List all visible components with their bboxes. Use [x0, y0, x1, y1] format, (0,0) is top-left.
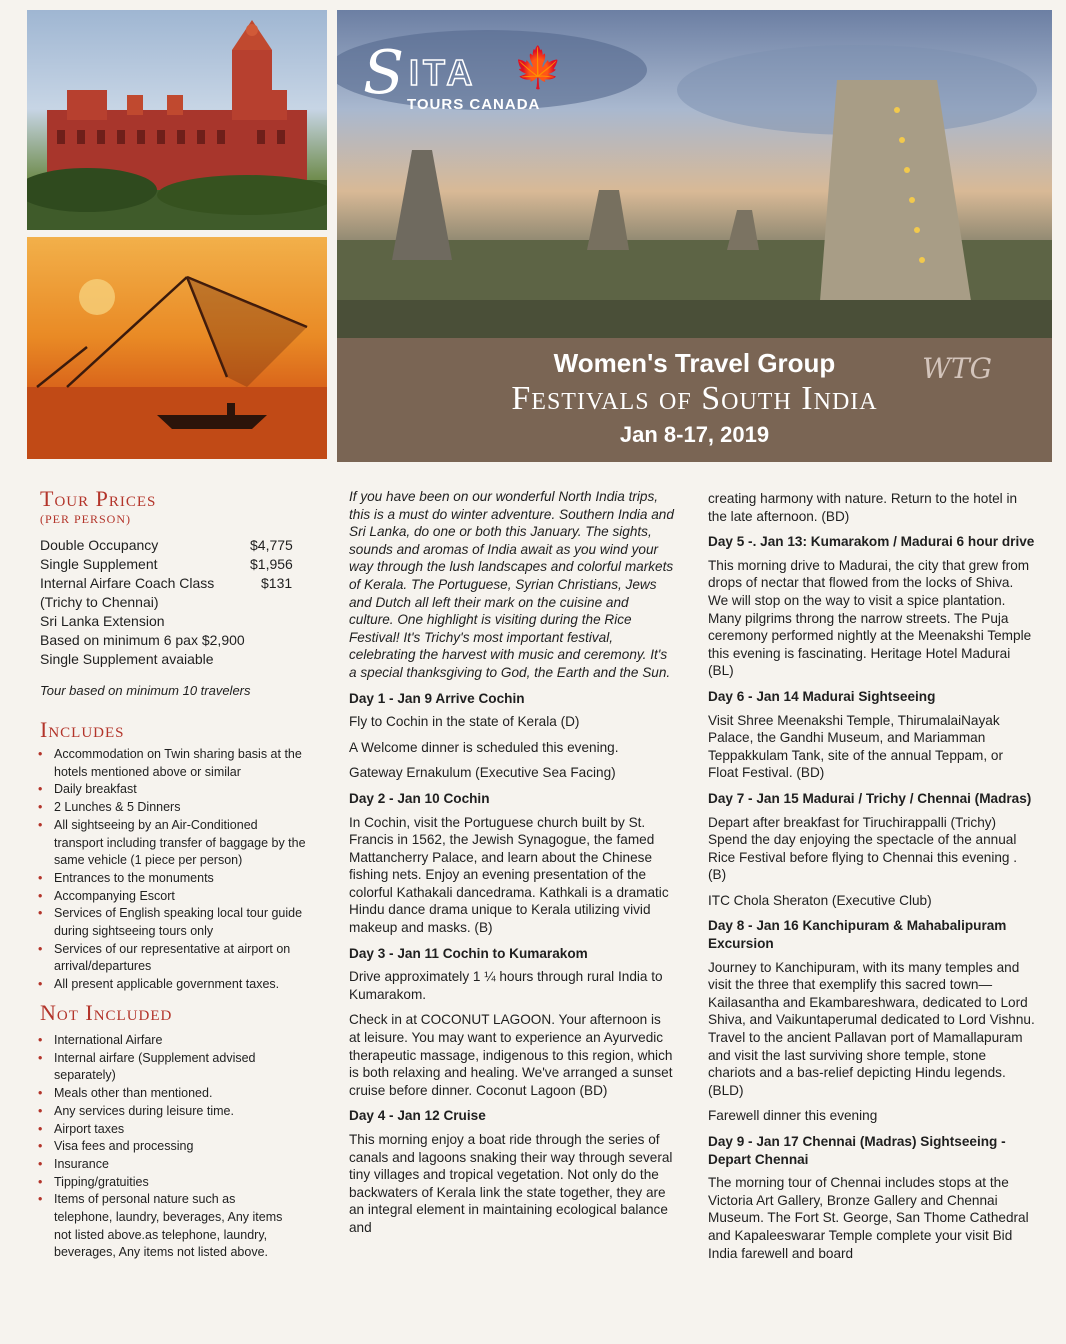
handwritten-note: WTG [922, 352, 992, 385]
list-item: • Entrances to the monuments [36, 870, 306, 888]
day-text: Visit Shree Meenakshi Temple, ThirumalaiNayak Palace, the Gandhi Museum, and Mariamman Teppakkulam Tank, site of the annual Teppam, or Float Festival. (BD) [708, 712, 1003, 781]
banner-title: Festivals of South India [511, 380, 878, 417]
price-label-airfare: Internal Airfare Coach Class [40, 575, 215, 591]
per-person-subheading: (PER PERSON) [40, 512, 132, 526]
day-text: Check in at COCONUT LAGOON. Your afternoon is at leisure. You may want to experience an Ayurvedic therapeutic massage, indigenous to this region, which is both relaxing and healing. We've arranged a sunset cruise before dinner. Coconut Lagoon (BD) [349, 1012, 673, 1098]
list-item: • Any services during leisure time. [36, 1103, 286, 1121]
banner-dates: Jan 8-17, 2019 [619, 422, 770, 447]
price-value-airfare: $131 [261, 575, 293, 591]
list-item: • Tipping/gratuities [36, 1174, 286, 1192]
day-heading: Day 4 - Jan 12 Cruise [349, 1108, 486, 1124]
price-line: Sri Lanka Extension [40, 613, 165, 629]
list-item: • All present applicable government taxes. [36, 976, 306, 994]
day-heading: Day 9 - Jan 17 Chennai (Madras) Sightseeing - Depart Chennai [708, 1134, 1006, 1167]
list-item: • Services of our representative at airport on arrival/departures [36, 941, 306, 976]
not-included-heading: Not Included [40, 1000, 173, 1025]
price-value-single: $1,956 [250, 556, 293, 572]
list-item: • Meals other than mentioned. [36, 1085, 286, 1103]
list-item: • Internal airfare (Supplement advised separately) [36, 1050, 286, 1085]
day-text: Journey to Kanchipuram, with its many temples and visit the three that exemplify this sacred town—Kailasantha and Ekambareshwara, dedicated to Lord Shiva, and Vaikuntaperumal dedicated to Lord Vishnu. Travel to the ancient Pallavan port of Mamallapuram and visit the last surviving shore temple, stone chariots and a bas-relief depicting Hindu legends. (BLD) [708, 959, 1035, 1098]
itinerary-column-right [708, 490, 1036, 1270]
maple-leaf-icon: 🍁 [513, 46, 563, 90]
list-item: • Items of personal nature such as telephone, laundry, beverages, Any items not listed above.as telephone, laundry, beverages, Any items not listed above. [36, 1191, 286, 1262]
day-heading: Day 6 - Jan 14 Madurai Sightseeing [708, 688, 936, 704]
day-heading: Day 3 - Jan 11 Cochin to Kumarakom [349, 945, 588, 961]
list-item: • International Airfare [36, 1032, 286, 1050]
price-line: Based on minimum 6 pax $2,900 [40, 632, 245, 648]
day-text: Farewell dinner this evening [708, 1108, 878, 1124]
price-line: Single Supplement avaiable [40, 651, 214, 667]
list-item: • Daily breakfast [36, 781, 306, 799]
title-banner [337, 338, 1052, 462]
sita-tours-logo [363, 38, 583, 118]
price-label-double: Double Occupancy [40, 537, 159, 553]
day-text: Gateway Ernakulum (Executive Sea Facing) [349, 765, 616, 781]
day-heading: Day 1 - Jan 9 Arrive Cochin [349, 690, 525, 706]
chinese-fishing-nets-photo [27, 237, 327, 459]
logo-tagline: TOURS CANADA [407, 96, 541, 113]
day-text: ITC Chola Sheraton (Executive Club) [708, 892, 932, 908]
day-text: Fly to Cochin in the state of Kerala (D) [349, 714, 580, 730]
price-line: (Trichy to Chennai) [40, 594, 159, 610]
minimum-travelers-note: Tour based on minimum 10 travelers [40, 683, 251, 698]
day-heading: Day 7 - Jan 15 Madurai / Trichy / Chennai (Madras) [708, 790, 1032, 806]
day-text: The morning tour of Chennai includes stops at the Victoria Art Gallery, Bronze Gallery and Chennai Museum. The Fort St. George, San Thome Cathedral and Kapaleeswarar Temple complete your visit Bid India farewell and board [708, 1175, 1029, 1261]
madras-high-court-photo [27, 10, 327, 230]
list-item: • Services of English speaking local tour guide during sightseeing tours only [36, 905, 306, 940]
includes-list [36, 746, 306, 994]
logo-ita: ITA [409, 52, 477, 93]
not-included-list [36, 1032, 286, 1262]
intro-paragraph: If you have been on our wonderful North India trips, this is a must do winter adventure. Southern India and Sri Lanka, do one or both this January. The sights, sounds and aromas of India await as you wind your way through the lush landscapes and colorful markets of Kerala. The Portuguese, Syrian Christians, Jews and Dutch all left their mark on the cuisine and culture. One highlight is visiting during the Rice Festival! It's Trichy's most important festival, celebrating the harvest with music and ceremony. It's a special thanksgiving to God, the Earth and the Sun. [349, 489, 674, 680]
includes-heading: Includes [40, 717, 125, 742]
day-text: creating harmony with nature. Return to the hotel in the late afternoon. (BD) [708, 491, 1018, 524]
itinerary-column-middle [349, 488, 674, 1245]
price-value-double: $4,775 [250, 537, 293, 553]
list-item: • Insurance [36, 1156, 286, 1174]
day-text: This morning enjoy a boat ride through the series of canals and lagoons snaking their way through several tiny villages and tropical vegetation. Not only do the backwaters of Kerala link the state together, they are an integral element in maintaining ecological balance and [349, 1132, 673, 1235]
day-heading: Day 2 - Jan 10 Cochin [349, 790, 490, 806]
day-heading: Day 5 -. Jan 13: Kumarakom / Madurai 6 hour drive [708, 534, 1035, 550]
day-heading: Day 8 - Jan 16 Kanchipuram & Mahabalipuram Excursion [708, 918, 1007, 952]
day-text: In Cochin, visit the Portuguese church built by St. Francis in 1562, the Jewish Synagogue, the famed Mattancherry Palace, and learn about the Chinese fishing nets. Enjoy an evening presentation of the colorful Kathakali dancedrama. Kathkali is a dramatic Hindu dance drama unique to Kerala utilizing vivid makeup and masks. (B) [349, 814, 669, 936]
list-item: • Accompanying Escort [36, 888, 306, 906]
price-label-single: Single Supplement [40, 556, 158, 572]
list-item: • Visa fees and processing [36, 1138, 286, 1156]
day-text: This morning drive to Madurai, the city that grew from drops of nectar that flowed from the locks of Shiva. We will stop on the way to visit a spice plantation. Many pilgrims throng the narrow streets. The Puja ceremony performed nightly at the Meenakshi Temple this evening is fascinating. Heritage Hotel Madurai (BL) [708, 557, 1032, 679]
day-text: Drive approximately 1 ¼ hours through rural India to Kumarakom. [349, 969, 663, 1002]
list-item: • Airport taxes [36, 1121, 286, 1139]
day-text: A Welcome dinner is scheduled this evening. [349, 739, 619, 755]
day-text: Depart after breakfast for Tiruchirappalli (Trichy) Spend the day enjoying the spectacle of the annual Rice Festival before flying to Chennai this evening . (B) [708, 814, 1018, 883]
logo-s: S [363, 38, 405, 108]
list-item: • All sightseeing by an Air-Conditioned transport including transfer of baggage by the same vehicle (1 piece per person) [36, 817, 306, 870]
list-item: • 2 Lunches & 5 Dinners [36, 799, 306, 817]
banner-group-name: Women's Travel Group [553, 348, 836, 378]
tour-prices-heading: Tour Prices [40, 486, 157, 511]
list-item: • Accommodation on Twin sharing basis at the hotels mentioned above or similar [36, 746, 306, 781]
